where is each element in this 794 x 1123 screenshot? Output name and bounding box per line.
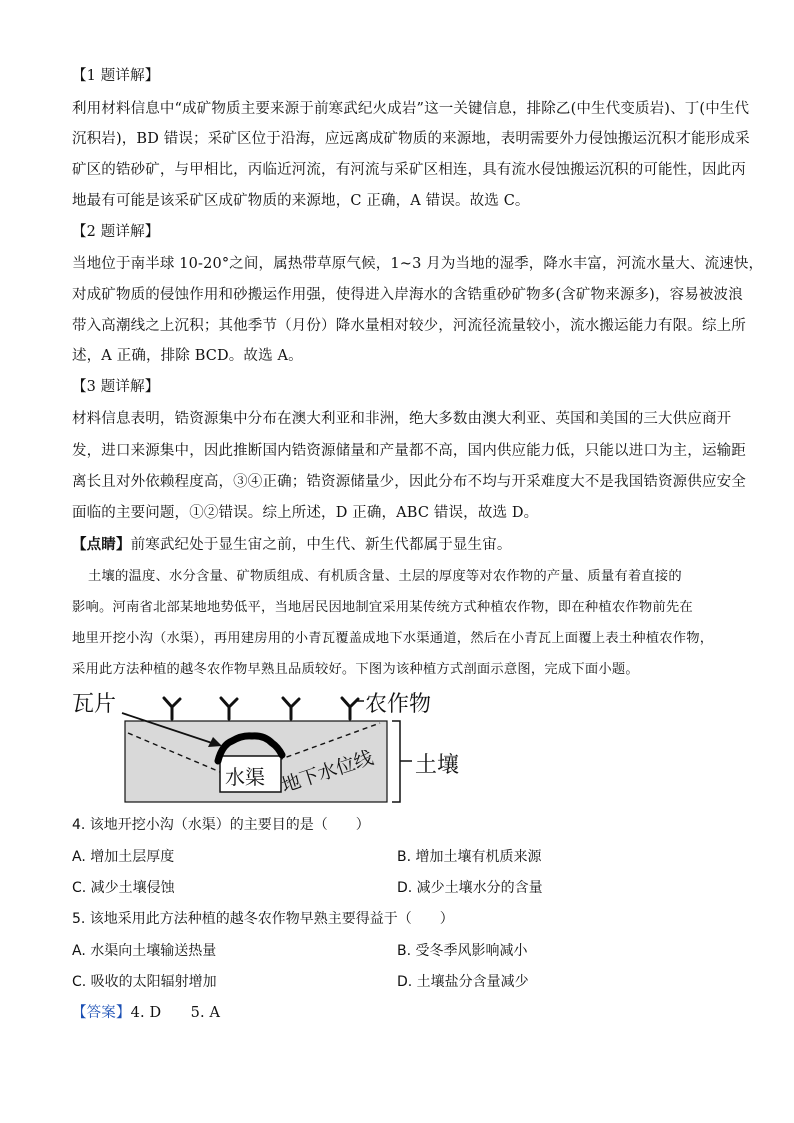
q2-line: 对成矿物质的侵蚀作用和砂搬运作用强，使得进入岸海水的含锆重砂矿物多(含矿物来源多)，容易被波浪: [72, 287, 743, 303]
q3-line: 发，进口来源集中，因此推断国内锆资源储量和产量都不高，国内供应能力低，只能以进口为主，运输距: [72, 443, 746, 459]
crop-icon: [221, 698, 237, 719]
crop-icon: [342, 698, 358, 719]
q1-line: 矿区的锆砂矿，与甲相比，丙临近河流，有河流与采矿区相连，具有流水侵蚀搬运沉积的可能性，因此丙: [72, 162, 746, 178]
q3-line: 面临的主要问题，①②错误。综上所述，D 正确，ABC 错误，故选 D。: [72, 505, 539, 521]
planting-cross-section-diagram: [70, 685, 490, 810]
tip-label: 【点睛】: [72, 536, 131, 553]
answer-text: 4. D 5. A: [130, 1005, 221, 1021]
crop-label: 农作物: [365, 692, 432, 717]
q4-option-d: D. 减少土壤水分的含量: [397, 880, 543, 896]
q5-option-c: C. 吸收的太阳辐射增加: [72, 974, 217, 990]
q4-stem: 4. 该地开挖小沟（水渠）的主要目的是（ ）: [72, 817, 370, 833]
tip-text: 前寒武纪处于显生宙之前，中生代、新生代都属于显生宙。: [130, 537, 512, 553]
q1-line: 地最有可能是该采矿区成矿物质的来源地，C 正确，A 错误。故选 C。: [72, 193, 530, 209]
crop-icons: [164, 698, 358, 719]
q2-line: 当地位于南半球 10-20°之间，属热带草原气候，1~3 月为当地的湿季，降水丰富，河流水量大、流速快，: [72, 256, 764, 272]
q1-line: 利用材料信息中“成矿物质主要来源于前寒武纪火成岩”这一关键信息，排除乙(中生代变质岩)、丁(中生代: [72, 101, 750, 117]
q5-option-a: A. 水渠向土壤输送热量: [72, 943, 217, 959]
tile-label: 瓦片: [72, 692, 117, 717]
crop-icon: [164, 698, 180, 719]
q1-header: 【1 题详解】: [72, 68, 160, 84]
q2-line: 述，A 正确，排除 BCD。故选 A。: [72, 348, 303, 364]
q5-option-b: B. 受冬季风影响减小: [397, 943, 528, 959]
q1-line: 沉积岩)，BD 错误；采矿区位于沿海，应远离成矿物质的来源地，表明需要外力侵蚀搬运沉积才能形成采: [72, 131, 750, 147]
soil-label: 土壤: [415, 753, 460, 778]
q3-header: 【3 题详解】: [72, 379, 160, 395]
q4-option-b: B. 增加土壤有机质来源: [397, 849, 542, 865]
q3-line: 材料信息表明，锆资源集中分布在澳大利亚和非洲，绝大多数由澳大利亚、英国和美国的三大供应商开: [72, 411, 732, 427]
passage-line: 影响。河南省北部某地地势低平，当地居民因地制宜采用某传统方式种植农作物，即在种植农作物前先在: [72, 600, 693, 615]
passage-line: 地里开挖小沟（水渠），再用建房用的小青瓦覆盖成地下水渠通道，然后在小青瓦上面覆上表土种植农作物，: [72, 631, 714, 646]
answer-label: 【答案】: [72, 1005, 131, 1021]
soil-bracket: [392, 721, 400, 802]
q5-option-d: D. 土壤盐分含量减少: [397, 974, 529, 990]
q2-line: 带入高潮线之上沉积；其他季节（月份）降水量相对较少，河流径流量较小，流水搬运能力有限。综上所: [72, 318, 746, 334]
q4-option-a: A. 增加土层厚度: [72, 849, 175, 865]
passage-line: 采用此方法种植的越冬农作物早熟且品质较好。下图为该种植方式剖面示意图，完成下面小题。: [72, 662, 639, 677]
crop-icon: [283, 698, 299, 719]
passage-line: 土壤的温度、水分含量、矿物质组成、有机质含量、土层的厚度等对农作物的产量、质量有着直接的: [88, 569, 682, 584]
canal-label: 水渠: [225, 765, 265, 789]
q3-line: 离长且对外依赖程度高，③④正确；锆资源储量少，因此分布不均与开采难度大不是我国锆资源供应安全: [72, 474, 746, 490]
tip: [72, 535, 512, 555]
q4-option-c: C. 减少土壤侵蚀: [72, 880, 175, 896]
q5-stem: 5. 该地采用此方法种植的越冬农作物早熟主要得益于（ ）: [72, 911, 454, 927]
answer: [72, 1003, 220, 1023]
water-table-label: 地下水位线: [278, 746, 377, 798]
q2-header: 【2 题详解】: [72, 224, 160, 240]
